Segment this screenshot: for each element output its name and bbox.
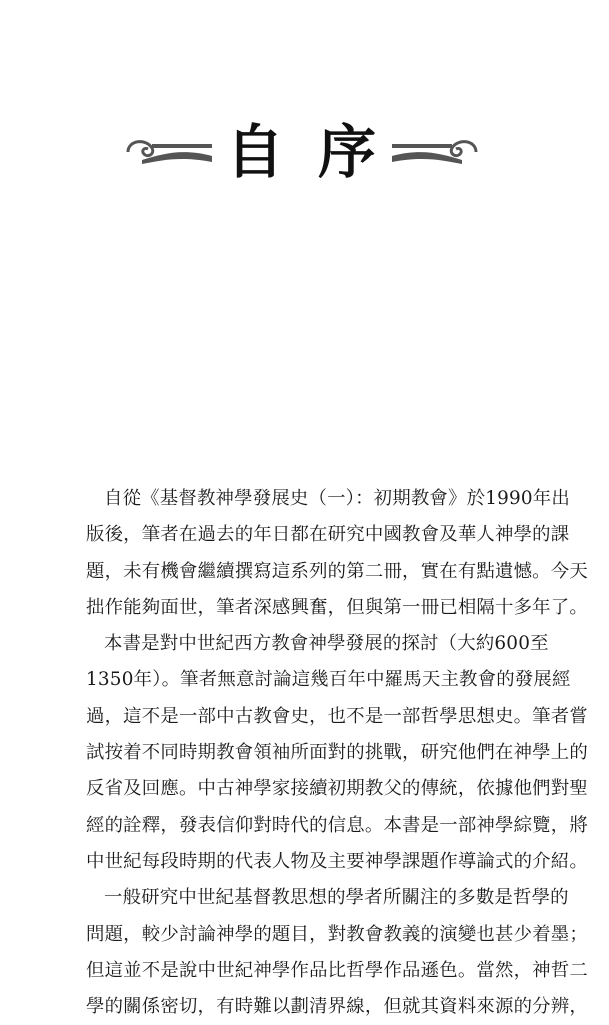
paragraph-line: 但這並不是說中世紀神學作品比哲學作品遜色。當然，神哲二 [86,959,588,981]
paragraph-line: 試按着不同時期教會領袖所面對的挑戰，研究他們在神學上的 [86,742,588,764]
paragraph-line: 經的詮釋，發表信仰對時代的信息。本書是一部神學綜覽，將 [86,814,588,836]
right-ornament-icon [390,130,482,174]
paragraph-line: 學的關係密切，有時難以劃清界線，但就其資料來源的分辨， [86,996,588,1018]
paragraph-3 [86,880,588,1025]
paragraph-line: 反省及回應。中古神學家接續初期教父的傳統，依據他們對聖 [86,778,588,800]
paragraph-2 [86,626,588,880]
paragraph-line: 1350年）。筆者無意討論這幾百年中羅馬天主教會的發展經 [86,669,571,691]
paragraph-line: 拙作能夠面世，筆者深感興奮，但與第一冊已相隔十多年了。 [86,596,588,618]
title-char-2: 序 [318,118,377,186]
paragraph-1 [86,481,588,626]
paragraph-line: 自從《基督教神學發展史（一）：初期教會》於1990年出 [104,488,570,509]
paragraph-line: 問題，較少討論神學的題目，對教會教義的演變也甚少着墨； [86,923,588,945]
paragraph-line: 一般研究中世紀基督教思想的學者所關注的多數是哲學的 [104,887,569,909]
title-char-1: 自 [226,118,285,186]
paragraph-line: 中世紀每段時期的代表人物及主要神學課題作導論式的介紹。 [86,850,588,872]
paragraph-line: 版後，筆者在過去的年日都在研究中國教會及華人神學的課 [86,524,570,546]
paragraph-line: 題，未有機會繼續撰寫這系列的第二冊，實在有點遺憾。今天 [86,560,588,582]
preface-body [86,481,588,1025]
paragraph-line: 本書是對中世紀西方教會神學發展的探討（大約600至 [104,633,549,655]
title-block [0,112,609,192]
left-ornament-icon [122,130,214,174]
paragraph-line: 過，這不是一部中古教會史，也不是一部哲學思想史。筆者嘗 [86,705,588,727]
